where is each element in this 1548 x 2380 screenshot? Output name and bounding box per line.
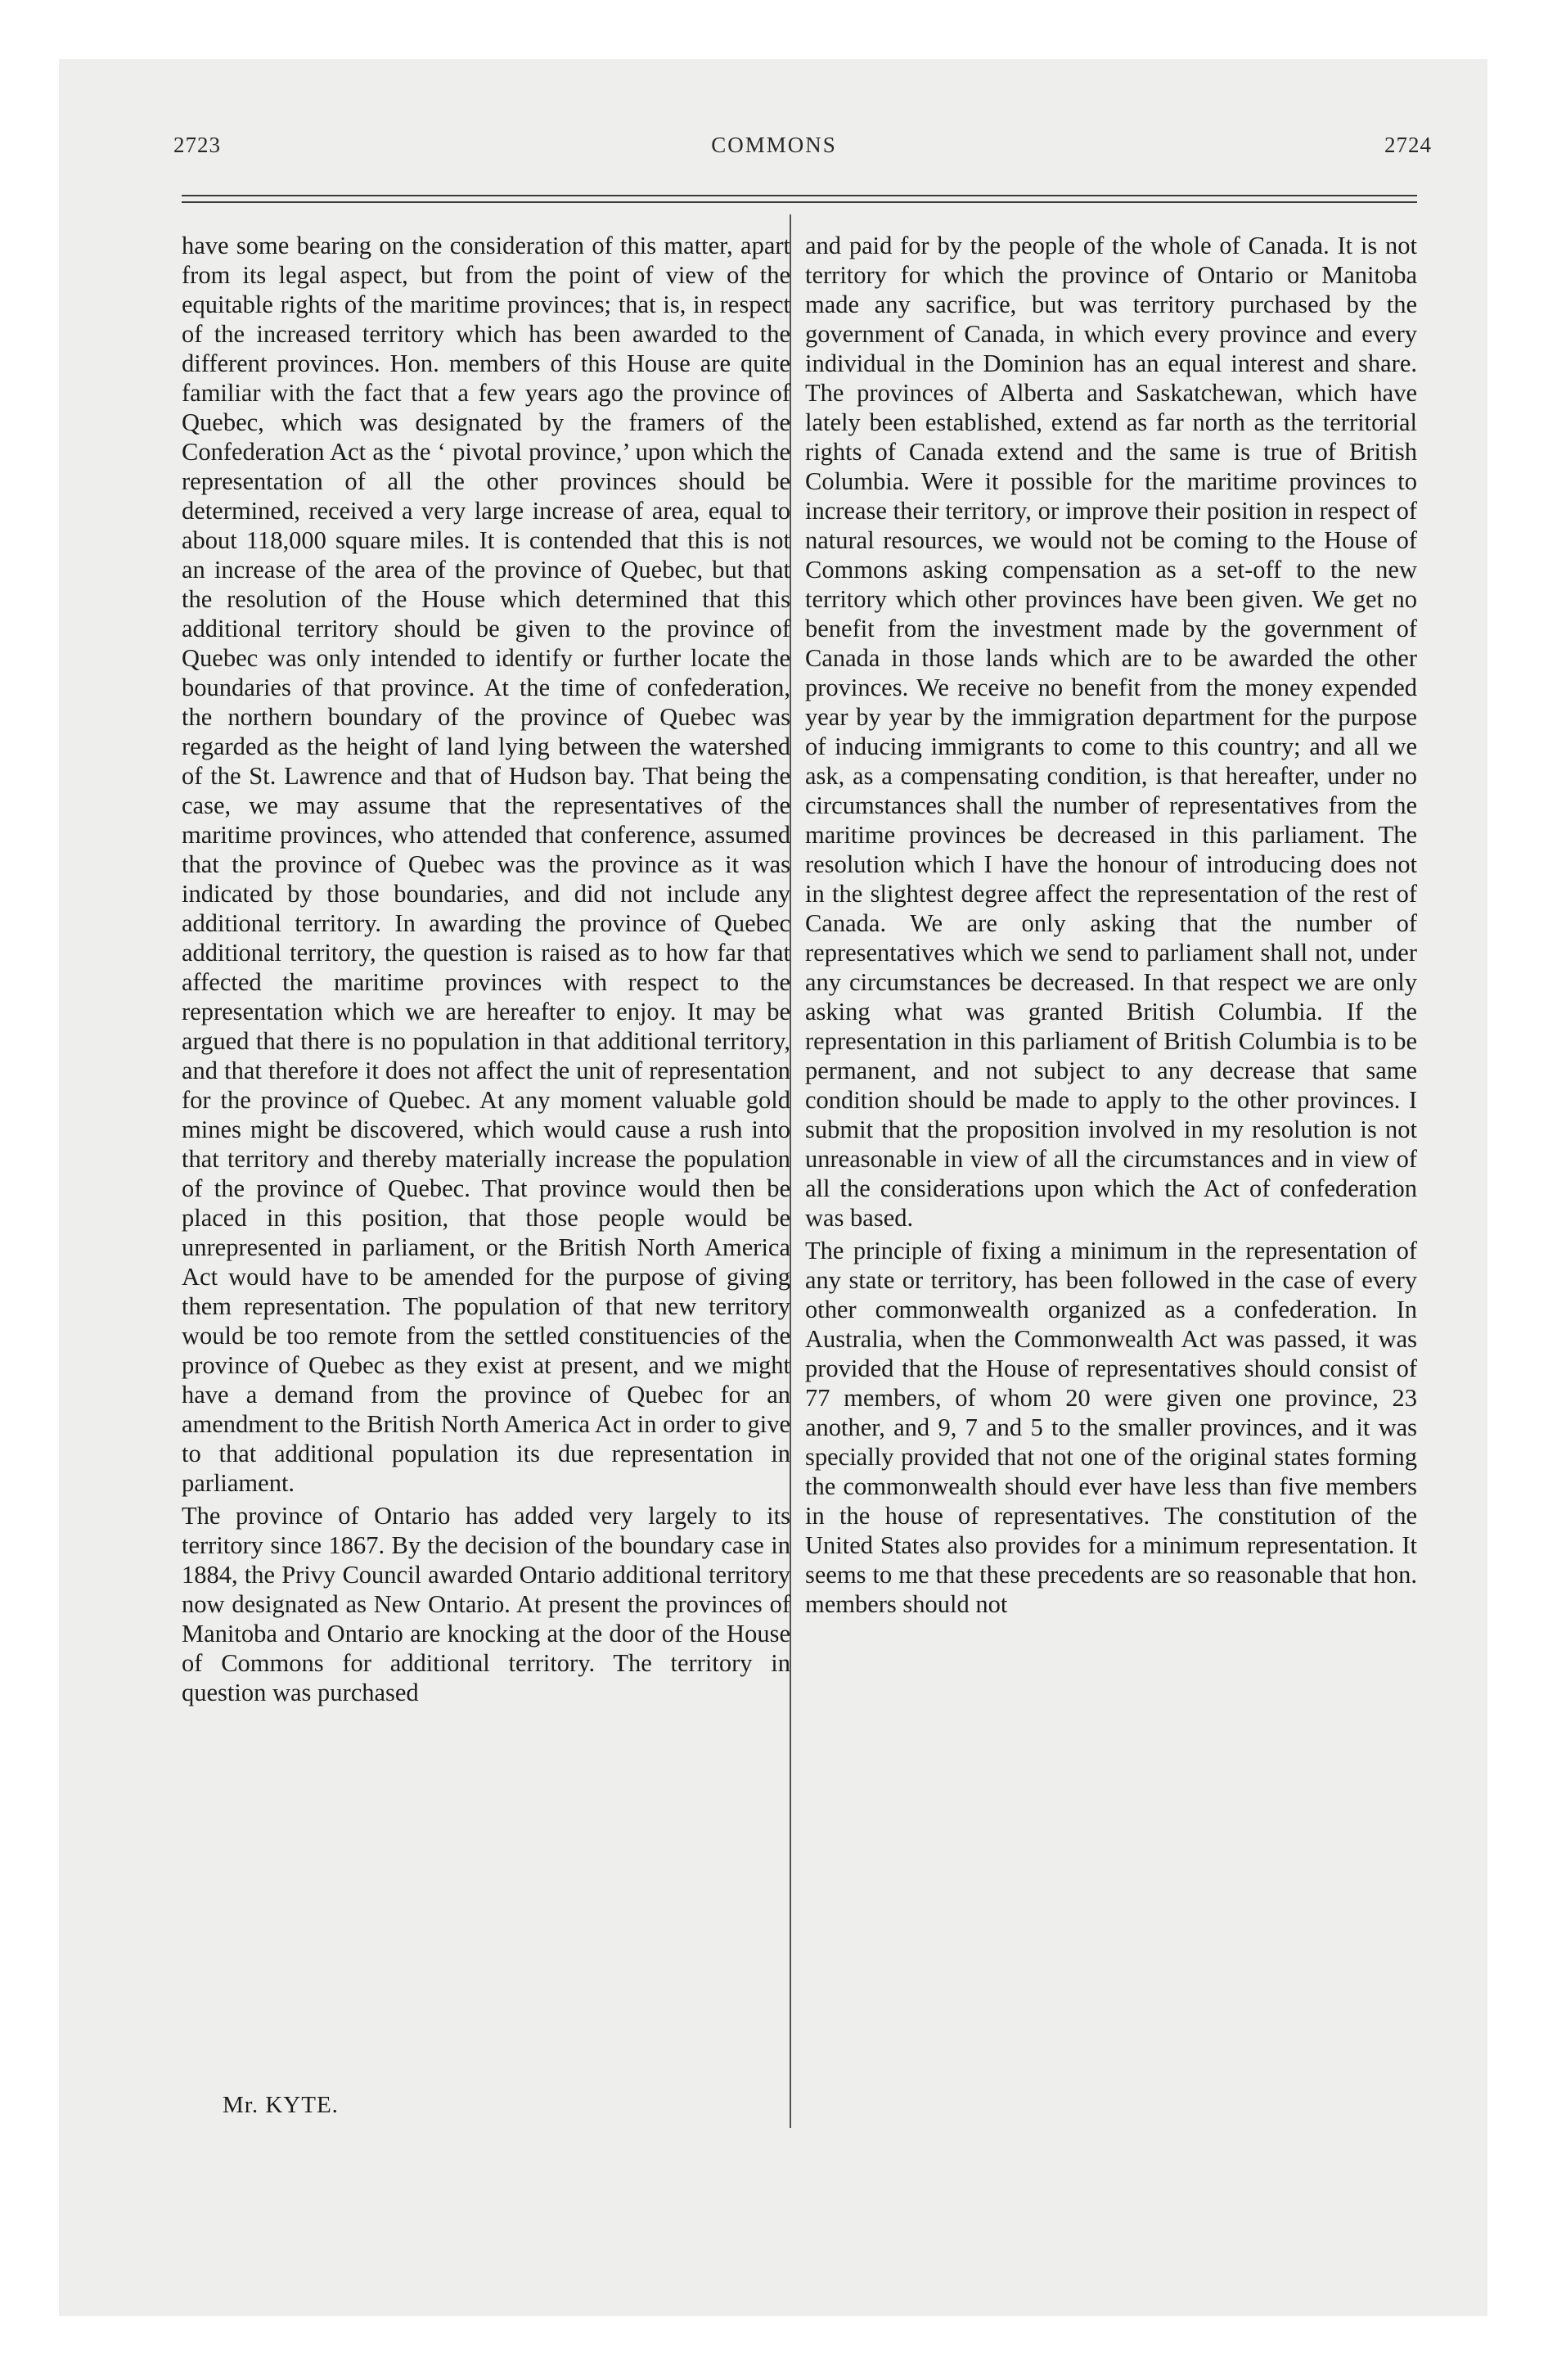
speaker-footer: Mr. KYTE. [223,2092,339,2118]
page-number-right: 2724 [1384,133,1432,157]
left-paragraph-2: The province of Ontario has added very largely to its territory since 1867. By the decision of the boundary case in 1884, the Privy Council awarded Ontario additional territory now designated as New Ontario. At present the provinces of Manitoba and Ontario are knocking at the door of the House of Commons for additional territory. The territory in question was purchased [182,1502,790,1706]
right-column [805,231,1417,1622]
right-paragraph-2: The principle of fixing a minimum in the representation of any state or territory, has been followed in the case of every other commonwealth organized as a confederation. In Australia, when the Commonwealth Act was passed, it was provided that the House of representatives should consist of 77 members, of whom 20 were given one province, 23 another, and 9, 7 and 5 to the smaller provinces, and it was specially provided that not one of the original states forming the commonwealth should ever have less than five members in the house of representatives. The constitution of the United States also provides for a minimum representation. It seems to me that these precedents are so reasonable that hon. members should not [805,1237,1417,1618]
header-rule-top [182,195,1417,196]
header-rule-bottom [182,201,1417,203]
right-paragraph-1: and paid for by the people of the whole of Canada. It is not territory for which the province of Ontario or Manitoba made any sacrifice, but was territory purchased by the government of Canada, in which every province and every individual in the Dominion has an equal interest and share. The provinces of Alberta and Saskatchewan, which have lately been established, extend as far north as the territorial rights of Canada extend and the same is true of British Columbia. Were it possible for the maritime provinces to increase their territory, or improve their position in respect of natural resources, we would not be coming to the House of Commons asking compensation as a set-off to the new territory which other provinces have been given. We get no benefit from the investment made by the government of Canada in those lands which are to be awarded the other provinces. We receive no benefit from the money expended year by year by the immigration department for the purpose of inducing immigrants to come to this country; and all we ask, as a compensating condition, is that hereafter, under no circumstances shall the number of representatives from the maritime provinces be decreased in this parliament. The resolution which I have the honour of introducing does not in the slightest degree affect the representation of the rest of Canada. We are only asking that the number of representatives which we send to parliament shall not, under any circumstances be decreased. In that respect we are only asking what was granted British Columbia. If the representation in this parliament of British Columbia is to be permanent, and not subject to any decrease that same condition should be made to apply to the other provinces. I submit that the proposition involved in my resolution is not unreasonable in view of all the circumstances and in view of all the considerations upon which the Act of confederation was based. [805,232,1417,1232]
page-number-left: 2723 [173,133,221,157]
left-paragraph-1: have some bearing on the consideration of this matter, apart from its legal aspect, but from the point of view of the equitable rights of the maritime provinces; that is, in respect of the increased territory which has been awarded to the different provinces. Hon. members of this House are quite familiar with the fact that a few years ago the province of Quebec, which was designated by the framers of the Confederation Act as the ‘ pivotal province,’ upon which the representation of all the other provinces should be determined, received a very large increase of area, equal to about 118,000 square miles. It is contended that this is not an increase of the area of the province of Quebec, but that the resolution of the House which determined that this additional territory should be given to the province of Quebec was only intended to identify or further locate the boundaries of that province. At the time of confederation, the northern boundary of the province of Quebec was regarded as the height of land lying between the watershed of the St. Lawrence and that of Hudson bay. That being the case, we may assume that the representatives of the maritime provinces, who attended that conference, assumed that the province of Quebec was the province as it was indicated by those boundaries, and did not include any additional territory. In awarding the province of Quebec additional territory, the question is raised as to how far that affected the maritime provinces with respect to the representation which we are hereafter to enjoy. It may be argued that there is no population in that additional territory, and that therefore it does not affect the unit of representation for the province of Quebec. At any moment valuable gold mines might be discovered, which would cause a rush into that territory and thereby materially increase the population of the province of Quebec. That province would then be placed in this position, that those people would be unrepresented in parliament, or the British North America Act would have to be amended for the purpose of giving them representation. The population of that new territory would be too remote from the settled constituencies of the province of Quebec as they exist at present, and we might have a demand from the province of Quebec for an amendment to the British North America Act in order to give to that additional population its due representation in parliament. [182,232,790,1497]
page-header [113,133,1435,174]
running-title: COMMONS [711,133,837,157]
left-column [182,231,790,1711]
